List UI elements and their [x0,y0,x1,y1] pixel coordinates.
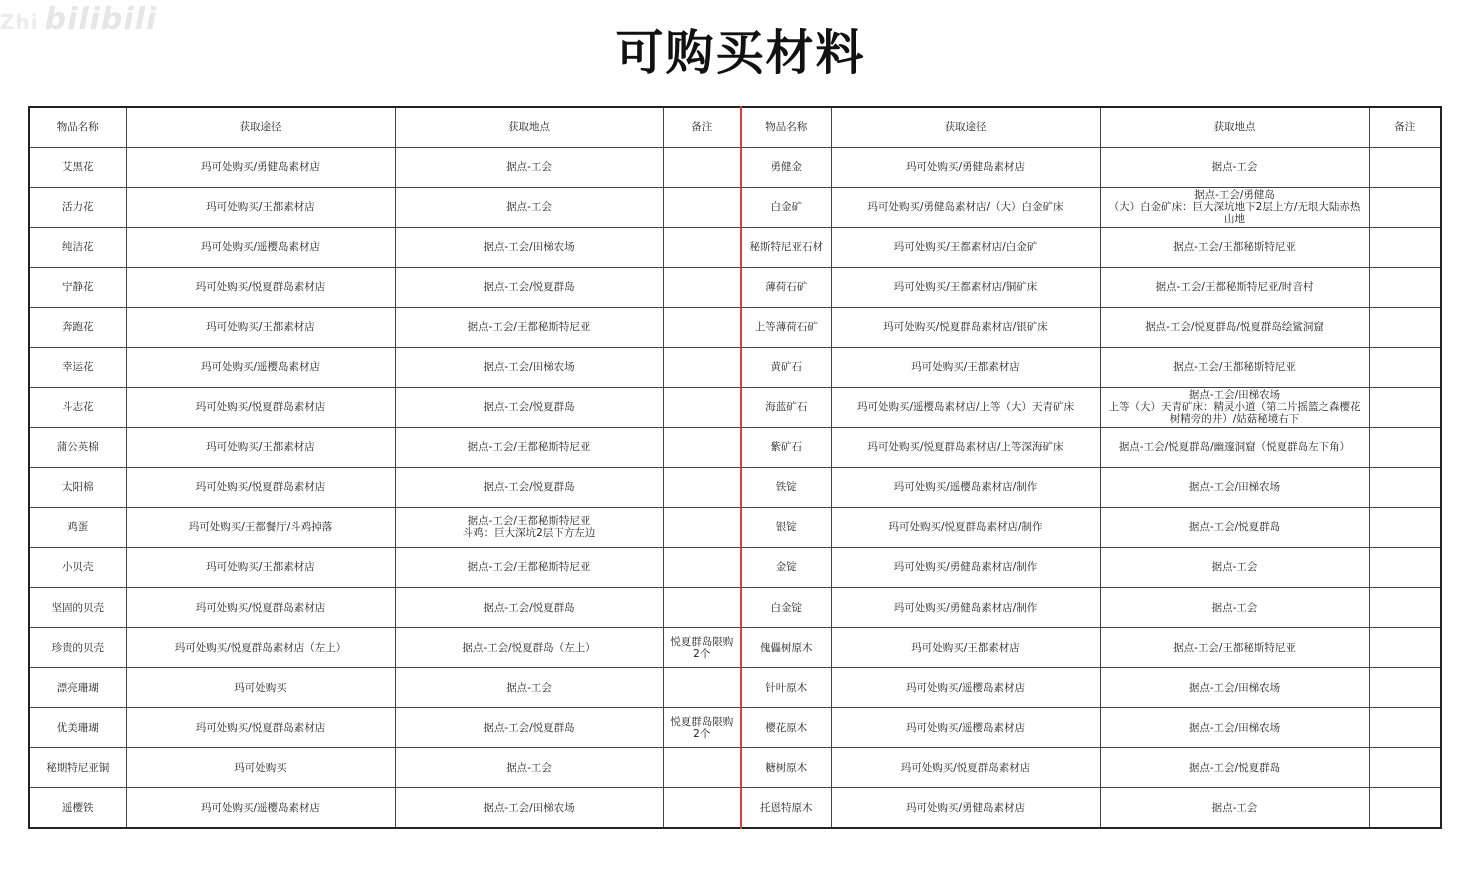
right-note-cell [1369,267,1441,307]
left-name-cell: 奔跑花 [29,307,126,347]
right-location-cell: 据点-工会/悦夏群岛/悦夏群岛绘鲨洞窟 [1100,307,1369,347]
right-name-cell: 秘斯特尼亚石材 [741,227,831,267]
left-note-cell [663,187,741,227]
table-row [29,307,1441,347]
right-name-cell: 傀儡树原木 [741,628,831,668]
left-source-cell: 玛可处购买/悦夏群岛素材店 [126,588,395,628]
left-source-cell: 玛可处购买/勇健岛素材店 [126,147,395,187]
watermark-user: Zhi [0,10,39,34]
right-note-cell [1369,387,1441,427]
right-source-cell: 玛可处购买/王都素材店 [831,628,1100,668]
left-note-cell [663,467,741,507]
left-note-cell: 悦夏群岛限购 2个 [663,708,741,748]
table-row [29,507,1441,547]
left-source-cell: 玛可处购买/悦夏群岛素材店 [126,708,395,748]
left-source-cell: 玛可处购买/王都餐厅/斗鸡掉落 [126,507,395,547]
right-location-cell: 据点-工会/悦夏群岛 [1100,748,1369,788]
bilibili-logo: bilibili [44,2,158,37]
right-note-cell [1369,347,1441,387]
left-note-cell [663,748,741,788]
left-source-cell: 玛可处购买/悦夏群岛素材店（左上） [126,628,395,668]
left-source-cell: 玛可处购买/悦夏群岛素材店 [126,387,395,427]
left-note-cell [663,147,741,187]
left-name-cell: 遥樱铁 [29,788,126,828]
header-row [29,107,1441,147]
right-name-cell: 托恩特原木 [741,788,831,828]
table-row [29,427,1441,467]
right-source-cell: 玛可处购买/遥樱岛素材店/制作 [831,467,1100,507]
right-note-cell [1369,748,1441,788]
right-note-cell [1369,307,1441,347]
right-name-cell: 勇健金 [741,147,831,187]
left-name-cell: 太阳棉 [29,467,126,507]
right-note-cell [1369,588,1441,628]
right-name-cell: 上等薄荷石矿 [741,307,831,347]
right-source-cell: 玛可处购买/勇健岛素材店/制作 [831,588,1100,628]
right-note-cell [1369,668,1441,708]
table-row [29,708,1441,748]
left-name-cell: 小贝壳 [29,547,126,587]
header-note-right: 备注 [1369,107,1441,147]
right-note-cell [1369,187,1441,227]
left-source-cell: 玛可处购买/悦夏群岛素材店 [126,267,395,307]
right-source-cell: 玛可处购买/勇健岛素材店/制作 [831,547,1100,587]
left-note-cell [663,307,741,347]
left-name-cell: 艾黑花 [29,147,126,187]
right-note-cell [1369,227,1441,267]
table-row [29,347,1441,387]
left-location-cell: 据点-工会 [395,187,663,227]
right-name-cell: 针叶原木 [741,668,831,708]
right-source-cell: 玛可处购买/悦夏群岛素材店/银矿床 [831,307,1100,347]
left-source-cell: 玛可处购买 [126,748,395,788]
left-name-cell: 优美珊瑚 [29,708,126,748]
left-name-cell: 斗志花 [29,387,126,427]
right-note-cell [1369,628,1441,668]
header-name-right: 物品名称 [741,107,831,147]
right-name-cell: 铁锭 [741,467,831,507]
right-name-cell: 薄荷石矿 [741,267,831,307]
header-source-right: 获取途径 [831,107,1100,147]
left-location-cell: 据点-工会/悦夏群岛 [395,467,663,507]
right-name-cell: 樱花原木 [741,708,831,748]
right-location-cell: 据点-工会/田梯农场 [1100,708,1369,748]
left-source-cell: 玛可处购买/遥樱岛素材店 [126,227,395,267]
left-name-cell: 漂亮珊瑚 [29,668,126,708]
table-row [29,668,1441,708]
left-location-cell: 据点-工会/王都秘斯特尼亚 [395,427,663,467]
table-row [29,387,1441,427]
right-name-cell: 白金锭 [741,588,831,628]
left-source-cell: 玛可处购买/王都素材店 [126,187,395,227]
left-location-cell: 据点-工会/悦夏群岛（左上） [395,628,663,668]
right-note-cell [1369,147,1441,187]
table-row [29,628,1441,668]
table-body [29,147,1441,828]
page-title: 可购买材料 [615,25,866,81]
right-location-cell: 据点-工会/悦夏群岛 [1100,507,1369,547]
left-location-cell: 据点-工会/悦夏群岛 [395,387,663,427]
left-note-cell [663,267,741,307]
left-location-cell: 据点-工会/田梯农场 [395,788,663,828]
left-source-cell: 玛可处购买/悦夏群岛素材店 [126,467,395,507]
right-source-cell: 玛可处购买/悦夏群岛素材店/上等深海矿床 [831,427,1100,467]
right-location-cell: 据点-工会 [1100,788,1369,828]
left-name-cell: 活力花 [29,187,126,227]
left-note-cell: 悦夏群岛限购 2个 [663,628,741,668]
right-note-cell [1369,427,1441,467]
left-location-cell: 据点-工会/悦夏群岛 [395,708,663,748]
right-source-cell: 玛可处购买/勇健岛素材店/（大）白金矿床 [831,187,1100,227]
left-note-cell [663,588,741,628]
table-row [29,467,1441,507]
left-name-cell: 幸运花 [29,347,126,387]
right-name-cell: 金锭 [741,547,831,587]
right-name-cell: 白金矿 [741,187,831,227]
left-source-cell: 玛可处购买/王都素材店 [126,427,395,467]
right-source-cell: 玛可处购买/悦夏群岛素材店 [831,748,1100,788]
header-location-left: 获取地点 [395,107,663,147]
right-source-cell: 玛可处购买/遥樱岛素材店/上等（大）天青矿床 [831,387,1100,427]
right-location-cell: 据点-工会/王都秘斯特尼亚 [1100,628,1369,668]
left-name-cell: 珍贵的贝壳 [29,628,126,668]
right-location-cell: 据点-工会/田梯农场 [1100,668,1369,708]
right-name-cell: 糖树原木 [741,748,831,788]
table-row [29,748,1441,788]
left-note-cell [663,668,741,708]
table-row [29,267,1441,307]
right-name-cell: 海蓝矿石 [741,387,831,427]
right-location-cell: 据点-工会/田梯农场 [1100,467,1369,507]
left-location-cell: 据点-工会/王都秘斯特尼亚 斗鸡：巨大深坑2层下方左边 [395,507,663,547]
right-source-cell: 玛可处购买/王都素材店/铜矿床 [831,267,1100,307]
materials-table [28,106,1442,829]
left-location-cell: 据点-工会 [395,748,663,788]
right-location-cell: 据点-工会 [1100,588,1369,628]
left-note-cell [663,427,741,467]
right-note-cell [1369,507,1441,547]
right-name-cell: 银锭 [741,507,831,547]
left-location-cell: 据点-工会/田梯农场 [395,227,663,267]
left-name-cell: 宁静花 [29,267,126,307]
right-source-cell: 玛可处购买/王都素材店 [831,347,1100,387]
right-source-cell: 玛可处购买/王都素材店/白金矿 [831,227,1100,267]
left-source-cell: 玛可处购买/遥樱岛素材店 [126,347,395,387]
left-location-cell: 据点-工会/悦夏群岛 [395,588,663,628]
left-name-cell: 坚固的贝壳 [29,588,126,628]
table-row [29,187,1441,227]
right-location-cell: 据点-工会/王都秘斯特尼亚 [1100,347,1369,387]
right-location-cell: 据点-工会/勇健岛 （大）白金矿床：巨大深坑地下2层上方/无垠大陆赤热 山地 [1100,187,1369,227]
right-note-cell [1369,467,1441,507]
header-source-left: 获取途径 [126,107,395,147]
right-note-cell [1369,708,1441,748]
left-location-cell: 据点-工会 [395,668,663,708]
right-source-cell: 玛可处购买/遥樱岛素材店 [831,668,1100,708]
left-note-cell [663,227,741,267]
right-source-cell: 玛可处购买/遥樱岛素材店 [831,708,1100,748]
left-location-cell: 据点-工会/王都秘斯特尼亚 [395,307,663,347]
right-location-cell: 据点-工会/田梯农场 上等（大）天青矿床：精灵小道（第二片摇篮之森樱花 树精旁的井）/姑菇秘境右下 [1100,387,1369,427]
right-source-cell: 玛可处购买/悦夏群岛素材店/制作 [831,507,1100,547]
right-name-cell: 黄矿石 [741,347,831,387]
table-row [29,227,1441,267]
left-location-cell: 据点-工会/悦夏群岛 [395,267,663,307]
right-location-cell: 据点-工会/王都秘斯特尼亚/时音村 [1100,267,1369,307]
left-name-cell: 纯洁花 [29,227,126,267]
right-source-cell: 玛可处购买/勇健岛素材店 [831,147,1100,187]
left-source-cell: 玛可处购买/王都素材店 [126,307,395,347]
right-location-cell: 据点-工会/悦夏群岛/幽邃洞窟（悦夏群岛左下角） [1100,427,1369,467]
right-location-cell: 据点-工会/王都秘斯特尼亚 [1100,227,1369,267]
right-location-cell: 据点-工会 [1100,147,1369,187]
left-source-cell: 玛可处购买 [126,668,395,708]
left-note-cell [663,387,741,427]
header-note-left: 备注 [663,107,741,147]
right-note-cell [1369,547,1441,587]
left-name-cell: 蒲公英棉 [29,427,126,467]
left-source-cell: 玛可处购买/王都素材店 [126,547,395,587]
left-note-cell [663,547,741,587]
left-note-cell [663,507,741,547]
left-location-cell: 据点-工会/王都秘斯特尼亚 [395,547,663,587]
left-location-cell: 据点-工会/田梯农场 [395,347,663,387]
table-row [29,147,1441,187]
header-location-right: 获取地点 [1100,107,1369,147]
table-row [29,588,1441,628]
right-location-cell: 据点-工会 [1100,547,1369,587]
table-row [29,547,1441,587]
left-note-cell [663,347,741,387]
left-note-cell [663,788,741,828]
table-row [29,788,1441,828]
left-name-cell: 鸡蛋 [29,507,126,547]
header-name-left: 物品名称 [29,107,126,147]
right-source-cell: 玛可处购买/勇健岛素材店 [831,788,1100,828]
left-location-cell: 据点-工会 [395,147,663,187]
right-note-cell [1369,788,1441,828]
right-name-cell: 紫矿石 [741,427,831,467]
left-name-cell: 秘期特尼亚铜 [29,748,126,788]
left-source-cell: 玛可处购买/遥樱岛素材店 [126,788,395,828]
